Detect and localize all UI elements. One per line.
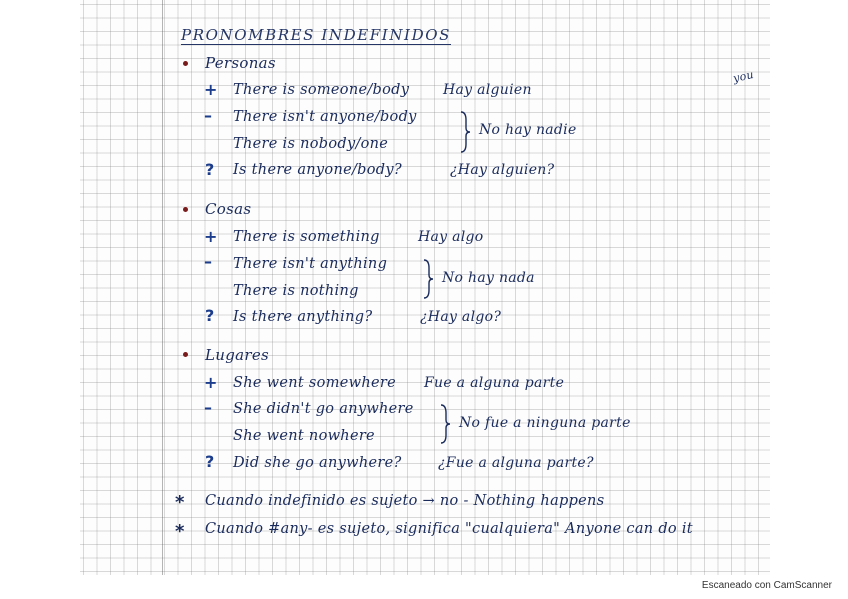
- asterisk-icon: *: [175, 492, 185, 513]
- page-title: PRONOMBRES INDEFINIDOS: [181, 26, 451, 44]
- section-heading-personas: Personas: [205, 54, 276, 72]
- affirmative-spanish: Hay algo: [418, 229, 484, 245]
- question-icon: ?: [205, 452, 215, 471]
- asterisk-icon: *: [175, 521, 185, 542]
- affirmative-spanish: Fue a alguna parte: [424, 375, 565, 391]
- question-spanish: ¿Fue a alguna parte?: [438, 455, 594, 471]
- section-heading-cosas: Cosas: [205, 200, 252, 218]
- plus-icon: +: [204, 80, 218, 99]
- plus-icon: +: [204, 373, 218, 392]
- minus-icon: –: [204, 398, 212, 417]
- affirmative-spanish: Hay alguien: [443, 82, 532, 98]
- brace-icon: [439, 403, 451, 445]
- question-english: Is there anything?: [233, 309, 373, 325]
- section-bullet: [183, 207, 188, 212]
- margin-line: [162, 0, 163, 575]
- affirmative-english: There is someone/body: [233, 82, 410, 98]
- negative-spanish: No fue a ninguna parte: [459, 415, 631, 431]
- section-bullet: [183, 352, 188, 357]
- note-line-1: Cuando indefinido es sujeto → no - Nothing happens: [205, 493, 605, 509]
- minus-icon: –: [204, 252, 212, 271]
- brace-icon: [422, 258, 434, 300]
- negative-english-1: There isn't anything: [233, 256, 388, 272]
- brace-icon: [459, 110, 471, 154]
- question-icon: ?: [205, 306, 215, 325]
- affirmative-english: There is something: [233, 229, 380, 245]
- minus-icon: –: [204, 106, 212, 125]
- negative-english-2: There is nobody/one: [233, 136, 389, 152]
- question-icon: ?: [205, 160, 215, 179]
- question-english: Did she go anywhere?: [233, 455, 402, 471]
- negative-english-1: She didn't go anywhere: [233, 401, 414, 417]
- corner-mark: you: [731, 67, 755, 86]
- affirmative-english: She went somewhere: [233, 375, 396, 391]
- section-heading-lugares: Lugares: [205, 346, 270, 364]
- scanner-watermark: Escaneado con CamScanner: [701, 580, 832, 591]
- section-bullet: [183, 61, 188, 66]
- negative-english-1: There isn't anyone/body: [233, 109, 417, 125]
- question-spanish: ¿Hay alguien?: [450, 162, 555, 178]
- negative-english-2: There is nothing: [233, 283, 359, 299]
- note-line-2: Cuando #any- es sujeto, significa "cualquiera" Anyone can do it: [205, 521, 693, 537]
- negative-spanish: No hay nada: [442, 270, 535, 286]
- negative-english-2: She went nowhere: [233, 428, 375, 444]
- question-spanish: ¿Hay algo?: [420, 309, 502, 325]
- negative-spanish: No hay nadie: [479, 122, 577, 138]
- question-english: Is there anyone/body?: [233, 162, 402, 178]
- plus-icon: +: [204, 227, 218, 246]
